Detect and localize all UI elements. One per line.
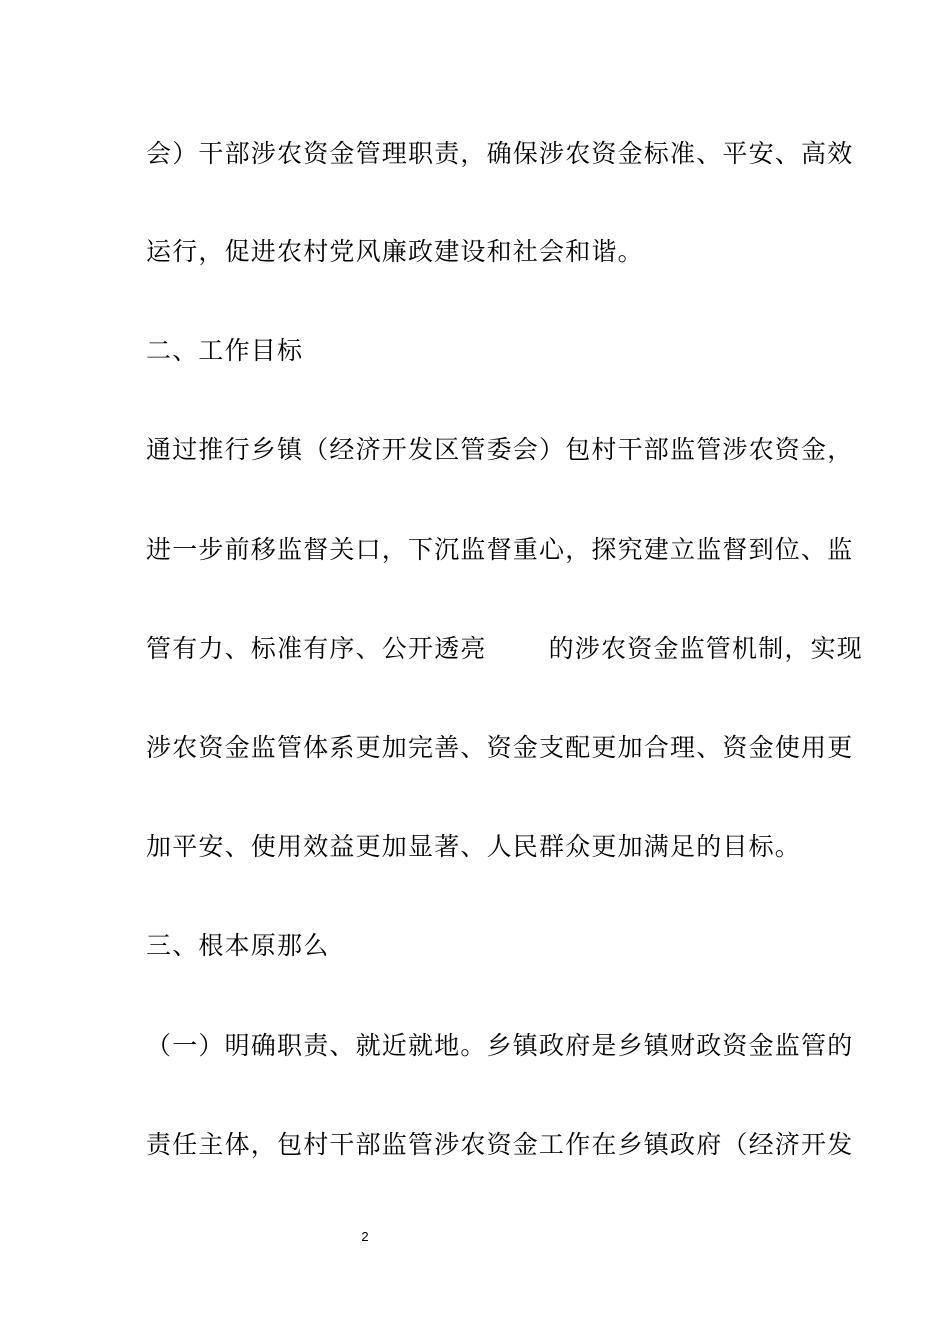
- paragraph-line: 进一步前移监督关口，下沉监督重心，探究建立监督到位、监: [146, 535, 854, 564]
- paragraph-line: 通过推行乡镇（经济开发区管委会）包村干部监管涉农资金，: [146, 435, 854, 464]
- line-segment-before-gap: 管有力、标准有序、公开透亮: [146, 634, 487, 663]
- paragraph-line: 责任主体，包村干部监管涉农资金工作在乡镇政府（经济开发: [146, 1130, 854, 1159]
- paragraph-line: 会）干部涉农资金管理职责，确保涉农资金标准、平安、高效: [146, 139, 854, 168]
- paragraph-line-with-gap: [146, 634, 864, 664]
- paragraph-line: 涉农资金监管体系更加完善、资金支配更加合理、资金使用更: [146, 733, 854, 762]
- line-segment-after-gap: 的涉农资金监管机制，实现: [548, 634, 864, 663]
- paragraph-line: 运行，促进农村党风廉政建设和社会和谐。: [146, 237, 644, 266]
- paragraph-line: （一）明确职责、就近就地。乡镇政府是乡镇财政资金监管的: [146, 1031, 854, 1060]
- section-heading-basic-principles: 三、根本原那么: [146, 931, 330, 960]
- page-number: 2: [361, 1229, 369, 1244]
- section-heading-work-goals: 二、工作目标: [146, 336, 304, 365]
- paragraph-line: 加平安、使用效益更加显著、人民群众更加满足的目标。: [146, 832, 802, 861]
